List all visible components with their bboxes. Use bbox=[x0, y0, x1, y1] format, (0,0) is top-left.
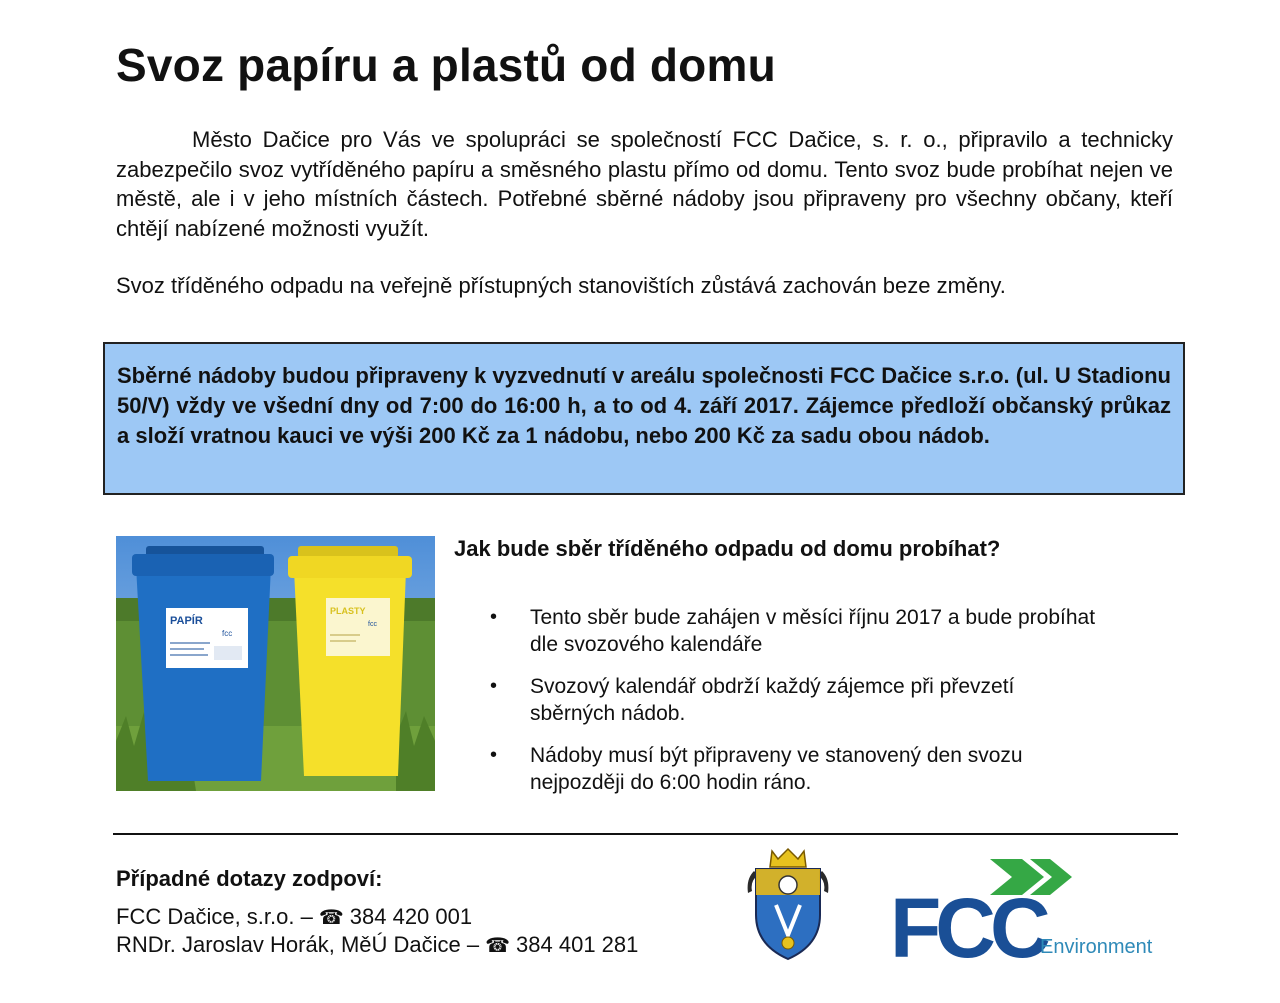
contact-phone: 384 401 281 bbox=[516, 932, 639, 957]
list-item bbox=[488, 604, 1188, 658]
list-item-line: sběrných nádob. bbox=[530, 702, 686, 725]
contacts-heading: Případné dotazy zodpoví: bbox=[116, 866, 383, 891]
blue-paper-bin bbox=[132, 546, 274, 781]
waste-bins-photo bbox=[116, 536, 435, 791]
list-item-line: Tento sběr bude zahájen v měsíci říjnu 2017 a bude probíhat bbox=[530, 606, 1096, 629]
section-divider bbox=[113, 833, 1178, 835]
contact-line bbox=[116, 932, 638, 958]
pickup-info-box bbox=[103, 342, 1185, 495]
bullet-icon: • bbox=[490, 675, 498, 697]
how-it-works-heading: Jak bude sběr tříděného odpadu od domu probíhat? bbox=[454, 536, 1001, 561]
how-it-works-list bbox=[488, 604, 1188, 811]
unchanged-collection-note: Svoz tříděného odpadu na veřejně přístupných stanovištích zůstává zachován beze změny. bbox=[116, 273, 1006, 298]
list-item bbox=[488, 742, 1188, 796]
list-item-line: dle svozového kalendáře bbox=[530, 633, 763, 656]
intro-text: Město Dačice pro Vás ve spolupráci se společností FCC Dačice, s. r. o., připravilo a technicky zabezpečilo svoz vytříděného papíru a směsného plastu přímo od domu. Tento svoz bude probíhat nejen ve městě, ale i v jeho místních částech. Potřebné sběrné nádoby jsou připraveny pro všechny občany, kteří chtějí nabízené možnosti využít. bbox=[116, 127, 1173, 241]
contact-phone: 384 420 001 bbox=[349, 904, 473, 929]
dacice-coat-of-arms-icon bbox=[742, 845, 834, 963]
blue-bin-logo: fcc bbox=[222, 629, 233, 638]
blue-bin-label: PAPÍR bbox=[170, 615, 203, 627]
list-item-line: Nádoby musí být připraveny ve stanovený den svozu bbox=[530, 744, 1023, 767]
yellow-plastic-bin bbox=[288, 546, 412, 776]
fcc-tagline: Environment bbox=[1040, 936, 1153, 958]
contact-line bbox=[116, 904, 472, 930]
blue-bin-body bbox=[136, 566, 271, 781]
list-item bbox=[488, 673, 1188, 727]
bullet-icon: • bbox=[490, 606, 498, 628]
yellow-bin-logo: fcc bbox=[368, 621, 377, 628]
list-item-line: Svozový kalendář obdrží každý zájemce při převzetí bbox=[530, 675, 1015, 698]
fcc-letters: FCC bbox=[890, 881, 1045, 967]
bullet-icon: • bbox=[490, 744, 498, 766]
telephone-icon: ☎ bbox=[318, 907, 344, 929]
contact-name: FCC Dačice, s.r.o. – bbox=[116, 904, 313, 929]
yellow-bin-label: PLASTY bbox=[330, 606, 366, 616]
waste-bins-illustration bbox=[116, 536, 435, 791]
contact-name: RNDr. Jaroslav Horák, MěÚ Dačice – bbox=[116, 932, 480, 957]
telephone-icon: ☎ bbox=[485, 935, 511, 957]
intro-paragraph bbox=[116, 125, 1173, 243]
list-item-line: nejpozději do 6:00 hodin ráno. bbox=[530, 771, 812, 794]
pickup-info-text: Sběrné nádoby budou připraveny k vyzvednutí v areálu společnosti FCC Dačice s.r.o. (ul. U Stadionu 50/V) vždy ve všední dny od 7:00 do 16:00 h, a to od 4. září 2017. Zájemce předloží občanský průkaz a složí vratnou kauci ve výši 200 Kč za 1 nádobu, nebo 200 Kč za sadu obou nádob. bbox=[117, 363, 1171, 448]
page-title: Svoz papíru a plastů od domu bbox=[116, 39, 776, 91]
